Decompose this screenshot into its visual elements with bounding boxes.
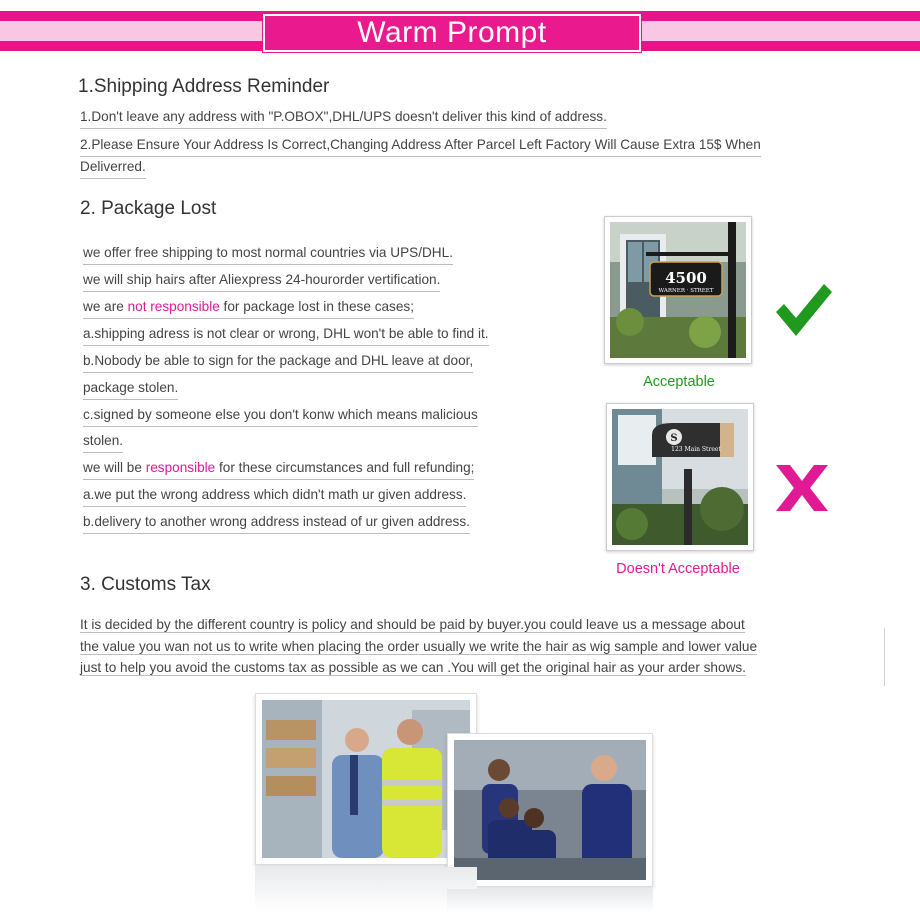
acceptable-address-photo (604, 216, 752, 364)
package-line-4: a.shipping adress is not clear or wrong, DHL won't be able to find it. (83, 325, 489, 346)
responsible-highlight: responsible (145, 460, 216, 475)
package-line-6: package stolen. (83, 379, 178, 400)
customs-officers-image (454, 740, 646, 880)
package-line-10: a.we put the wrong address which didn't math ur given address. (83, 486, 466, 507)
sign-number-text: 4500 (665, 269, 707, 287)
not-acceptable-caption: Doesn't Acceptable (616, 561, 740, 577)
package-line-3-post: for package lost in these cases; (219, 299, 414, 314)
mailbox-address-text: 123 Main Street (671, 446, 721, 453)
package-line-9-post: for these circumstances and full refunding; (215, 460, 475, 475)
house-sign-image (610, 222, 746, 358)
package-line-11: b.delivery to another wrong address instead of ur given address. (83, 513, 470, 534)
customs-officers-photo (447, 733, 653, 887)
shipping-note-1: 1.Don't leave any address with "P.OBOX",DHL/UPS doesn't deliver this kind of address. (80, 108, 607, 129)
not-responsible-highlight: not responsible (127, 299, 220, 314)
banner-title: Warm Prompt (263, 14, 641, 52)
cross-icon (774, 463, 830, 513)
package-line-2: we will ship hairs after Aliexpress 24-hourorder vertification. (83, 271, 440, 292)
acceptable-caption: Acceptable (643, 374, 715, 390)
package-lost-heading: 2. Package Lost (80, 198, 217, 219)
package-line-9-pre: we will be (83, 460, 146, 475)
officers-photo-reflection (447, 889, 653, 913)
package-line-7: c.signed by someone else you don't konw which means malicious (83, 406, 478, 427)
customs-tax-paragraph (80, 614, 846, 679)
package-line-3 (83, 298, 414, 319)
shipping-address-heading: 1.Shipping Address Reminder (78, 76, 330, 97)
package-line-3-pre: we are (83, 299, 128, 314)
customs-tax-heading: 3. Customs Tax (80, 574, 211, 595)
package-line-8: stolen. (83, 432, 123, 453)
package-line-9 (83, 459, 474, 480)
warehouse-photo-reflection (255, 867, 477, 911)
customs-line-3: just to help you avoid the customs tax as possible as we can .You will get the original hair as your arder shows. (80, 660, 746, 676)
customs-line-1: It is decided by the different country is policy and should be paid by buyer.you could leave us a message about (80, 617, 745, 632)
warehouse-image (262, 700, 470, 858)
sign-street-text: WARNER · STREET (658, 288, 714, 294)
header-banner (0, 11, 920, 56)
divider (884, 628, 885, 686)
mailbox-image (612, 409, 748, 545)
shipping-note-2a: 2.Please Ensure Your Address Is Correct,Changing Address After Parcel Left Factory Will Cause Extra 15$ When (80, 136, 761, 157)
warehouse-photo (255, 693, 477, 865)
package-line-1: we offer free shipping to most normal countries via UPS/DHL. (83, 244, 453, 265)
customs-line-2: the value you wan not us to write when placing the order usually we write the hair as wig sample and lower value (80, 638, 758, 654)
package-line-5: b.Nobody be able to sign for the package and DHL leave at door, (83, 352, 473, 373)
mailbox-letter-text: S (670, 433, 678, 444)
check-icon (774, 280, 834, 338)
not-acceptable-address-photo (606, 403, 754, 551)
shipping-note-2b: Deliverred. (80, 158, 146, 179)
